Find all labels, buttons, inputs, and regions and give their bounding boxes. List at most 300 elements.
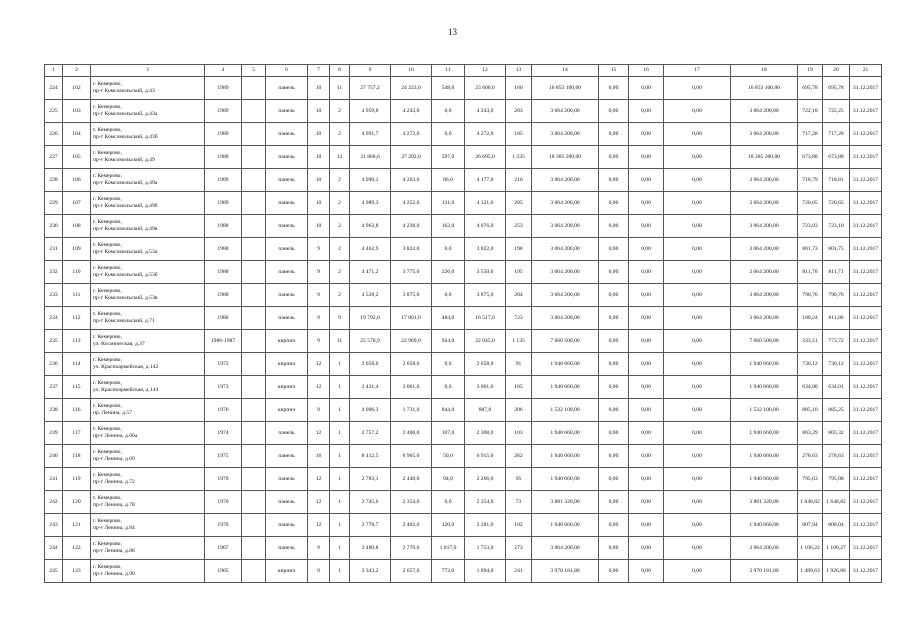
limit-cost-per-sqm: 1 106,27	[823, 537, 850, 560]
cost-per-sqm: 634,00	[798, 376, 823, 399]
private-area: 23 606,0	[465, 77, 506, 100]
address-city: г. Кемерово,	[93, 564, 122, 571]
living-area: 2 658,0	[391, 353, 432, 376]
cost-per-sqm: 885,10	[798, 399, 823, 422]
living-area: 22 969,0	[391, 330, 432, 353]
row-index: 245	[45, 560, 63, 583]
regional-fund: 0,00	[599, 537, 629, 560]
limit-cost-per-sqm: 811,71	[823, 261, 850, 284]
entrances: 1	[330, 376, 350, 399]
local-fund: 0,00	[629, 238, 664, 261]
building-id: 123	[63, 560, 91, 583]
floors: 9	[308, 330, 330, 353]
owners-fund: 0,00	[664, 537, 731, 560]
local-fund: 0,00	[629, 330, 664, 353]
living-area: 2 440,0	[391, 468, 432, 491]
owners-fund: 0,00	[664, 468, 731, 491]
limit-cost-per-sqm: 723,10	[823, 215, 850, 238]
row-index: 243	[45, 514, 63, 537]
local-fund: 0,00	[629, 284, 664, 307]
total-area: 27 757,2	[350, 77, 391, 100]
address	[91, 399, 205, 422]
estimated-cost: 3 064 200,00	[532, 238, 599, 261]
residents: 205	[506, 192, 532, 215]
empty-cell	[242, 445, 266, 468]
living-area: 24 223,0	[391, 77, 432, 100]
deadline-date: 31.12.2017	[850, 445, 882, 468]
local-fund: 0,00	[629, 307, 664, 330]
owners-fund: 0,00	[664, 146, 731, 169]
deadline-date: 31.12.2017	[850, 100, 882, 123]
build-year: 1988	[205, 261, 242, 284]
deadline-date: 31.12.2017	[850, 169, 882, 192]
estimated-cost: 1 940 660,00	[532, 376, 599, 399]
deadline-date: 31.12.2017	[850, 215, 882, 238]
address-street: пр-т Комсомольский, д.49а	[93, 180, 158, 186]
residents: 273	[506, 537, 532, 560]
total-area: 3 431,4	[350, 376, 391, 399]
local-fund: 0,00	[629, 353, 664, 376]
building-id: 122	[63, 537, 91, 560]
address-street: пр-т Комсомольский, д.53б	[93, 272, 158, 278]
limit-cost-per-sqm: 695,78	[823, 77, 850, 100]
estimated-cost: 1 940 660,00	[532, 422, 599, 445]
build-year: 1975	[205, 445, 242, 468]
address-street: пр-т Комсомольский, д.49	[93, 157, 155, 163]
private-area: 4 076,0	[465, 215, 506, 238]
floors: 12	[308, 491, 330, 514]
total-area: 31 860,6	[350, 146, 391, 169]
private-area: 4 272,0	[465, 123, 506, 146]
building-id: 121	[63, 514, 91, 537]
build-year: 1989	[205, 169, 242, 192]
floors: 12	[308, 353, 330, 376]
living-area: 27 292,0	[391, 146, 432, 169]
estimated-cost: 1 940 660,00	[532, 514, 599, 537]
table-row	[45, 169, 882, 192]
entrances: 2	[330, 215, 350, 238]
building-id: 108	[63, 215, 91, 238]
column-number-header: 19	[798, 65, 823, 77]
total-cost: 1 940 660,00	[731, 514, 798, 537]
table-row	[45, 468, 882, 491]
wall-material: кирпич	[266, 560, 308, 583]
table-row	[45, 238, 882, 261]
limit-cost-per-sqm: 795,08	[823, 468, 850, 491]
row-index: 224	[45, 77, 63, 100]
address-street: пр-т Комсомольский, д.71	[93, 318, 155, 324]
floors: 12	[308, 468, 330, 491]
page-number: 13	[448, 27, 457, 37]
address-street: ул. Красноармейская, д.144	[93, 387, 159, 393]
regional-fund: 0,00	[599, 192, 629, 215]
limit-cost-per-sqm: 773,72	[823, 330, 850, 353]
cost-per-sqm: 795,63	[798, 468, 823, 491]
owners-fund: 0,00	[664, 192, 731, 215]
owners-fund: 0,00	[664, 376, 731, 399]
floors: 10	[308, 215, 330, 238]
estimated-cost: 3 064 200,00	[532, 123, 599, 146]
living-area: 2 770,0	[391, 537, 432, 560]
estimated-cost: 3 064 200,00	[532, 215, 599, 238]
column-number-header: 15	[599, 65, 629, 77]
table-row	[45, 422, 882, 445]
limit-cost-per-sqm: 278,63	[823, 445, 850, 468]
row-index: 234	[45, 307, 63, 330]
address-street: пр-т Ленина, д.66а	[93, 433, 138, 439]
total-area: 19 792,0	[350, 307, 391, 330]
non-living-area: 86,0	[432, 169, 465, 192]
row-index: 237	[45, 376, 63, 399]
wall-material: кирпич	[266, 330, 308, 353]
limit-cost-per-sqm: 730,12	[823, 353, 850, 376]
wall-material: панель	[266, 192, 308, 215]
regional-fund: 0,00	[599, 376, 629, 399]
empty-cell	[242, 238, 266, 261]
address	[91, 514, 205, 537]
entrances: 2	[330, 192, 350, 215]
cost-per-sqm: 180,24	[798, 307, 823, 330]
table-header-row	[45, 65, 882, 77]
empty-cell	[242, 376, 266, 399]
regional-fund: 0,00	[599, 330, 629, 353]
row-index: 244	[45, 537, 63, 560]
building-id: 110	[63, 261, 91, 284]
deadline-date: 31.12.2017	[850, 376, 882, 399]
address-city: г. Кемерово,	[93, 288, 122, 295]
local-fund: 0,00	[629, 261, 664, 284]
local-fund: 0,00	[629, 491, 664, 514]
owners-fund: 0,00	[664, 123, 731, 146]
non-living-area: 0,0	[432, 100, 465, 123]
cost-per-sqm: 722,18	[798, 100, 823, 123]
deadline-date: 31.12.2017	[850, 238, 882, 261]
wall-material: панель	[266, 169, 308, 192]
building-id: 102	[63, 77, 91, 100]
address-street: ул. Красноармейская, д.142	[93, 364, 159, 370]
deadline-date: 31.12.2017	[850, 261, 882, 284]
estimated-cost: 3 064 200,00	[532, 284, 599, 307]
wall-material: панель	[266, 100, 308, 123]
column-number-header: 20	[823, 65, 850, 77]
local-fund: 0,00	[629, 537, 664, 560]
column-number-header: 9	[350, 65, 391, 77]
total-area: 4 991,7	[350, 123, 391, 146]
total-cost: 3 881 320,00	[731, 491, 798, 514]
row-index: 231	[45, 238, 63, 261]
non-living-area: 924,0	[432, 330, 465, 353]
address-street: пр-т Комсомольский, д.43	[93, 88, 155, 94]
build-year: 1973	[205, 353, 242, 376]
address	[91, 560, 205, 583]
entrances: 1	[330, 445, 350, 468]
address	[91, 146, 205, 169]
entrances: 2	[330, 123, 350, 146]
entrances: 1	[330, 514, 350, 537]
floors: 9	[308, 307, 330, 330]
empty-cell	[242, 192, 266, 215]
table-row	[45, 77, 882, 100]
living-area: 17 001,0	[391, 307, 432, 330]
address	[91, 123, 205, 146]
column-number-header: 5	[242, 65, 266, 77]
table-row	[45, 537, 882, 560]
regional-fund: 0,00	[599, 491, 629, 514]
empty-cell	[242, 123, 266, 146]
local-fund: 0,00	[629, 123, 664, 146]
regional-fund: 0,00	[599, 422, 629, 445]
wall-material: панель	[266, 284, 308, 307]
entrances: 12	[330, 146, 350, 169]
address-street: пр. Ленина, д.57	[93, 410, 132, 416]
table-row	[45, 307, 882, 330]
address-street: пр-т Комсомольский, д.43а	[93, 111, 158, 117]
estimated-cost: 1 940 660,00	[532, 353, 599, 376]
owners-fund: 0,00	[664, 215, 731, 238]
address-city: г. Кемерово,	[93, 150, 122, 157]
residents: 102	[506, 514, 532, 537]
column-number-header: 12	[465, 65, 506, 77]
local-fund: 0,00	[629, 169, 664, 192]
non-living-area: 0,0	[432, 491, 465, 514]
local-fund: 0,00	[629, 146, 664, 169]
build-year: 1965	[205, 560, 242, 583]
address-street: ул. Космическая, д.37	[93, 341, 145, 347]
cost-per-sqm: 718,79	[798, 169, 823, 192]
residents: 185	[506, 123, 532, 146]
row-index: 236	[45, 353, 63, 376]
non-living-area: 226,0	[432, 261, 465, 284]
address	[91, 169, 205, 192]
total-cost: 3 064 200,00	[731, 537, 798, 560]
residents: 195	[506, 261, 532, 284]
empty-cell	[242, 284, 266, 307]
private-area: 2 658,0	[465, 353, 506, 376]
address-city: г. Кемерово,	[93, 196, 122, 203]
column-number-header: 14	[532, 65, 599, 77]
build-year: 1989	[205, 100, 242, 123]
wall-material: панель	[266, 422, 308, 445]
table-row	[45, 491, 882, 514]
address	[91, 376, 205, 399]
estimated-cost: 3 064 200,00	[532, 169, 599, 192]
table-row	[45, 514, 882, 537]
column-number-header: 3	[91, 65, 205, 77]
address-city: г. Кемерово,	[93, 426, 122, 433]
private-area: 2 354,0	[465, 491, 506, 514]
entrances: 1	[330, 491, 350, 514]
owners-fund: 0,00	[664, 100, 731, 123]
residents: 91	[506, 353, 532, 376]
empty-cell	[242, 399, 266, 422]
empty-cell	[242, 514, 266, 537]
build-year: 1974	[205, 422, 242, 445]
estimated-cost: 16 853 100,00	[532, 77, 599, 100]
address-city: г. Кемерово,	[93, 518, 122, 525]
residents: 723	[506, 307, 532, 330]
build-year: 1986-1987	[205, 330, 242, 353]
estimated-cost: 3 064 200,00	[532, 192, 599, 215]
wall-material: панель	[266, 307, 308, 330]
total-area: 3 343,2	[350, 560, 391, 583]
cost-per-sqm: 1 489,63	[798, 560, 823, 583]
deadline-date: 31.12.2017	[850, 514, 882, 537]
column-number-header: 16	[629, 65, 664, 77]
table-row	[45, 284, 882, 307]
address-city: г. Кемерово,	[93, 219, 122, 226]
column-number-header: 7	[308, 65, 330, 77]
address	[91, 100, 205, 123]
total-cost: 3 064 200,00	[731, 215, 798, 238]
owners-fund: 0,00	[664, 560, 731, 583]
address-street: пр-т Ленина, д.72	[93, 479, 135, 485]
deadline-date: 31.12.2017	[850, 307, 882, 330]
owners-fund: 0,00	[664, 491, 731, 514]
address	[91, 284, 205, 307]
residents: 216	[506, 169, 532, 192]
address	[91, 77, 205, 100]
entrances: 2	[330, 100, 350, 123]
entrances: 9	[330, 307, 350, 330]
address-city: г. Кемерово,	[93, 449, 122, 456]
table-row	[45, 353, 882, 376]
living-area: 3 822,0	[391, 238, 432, 261]
local-fund: 0,00	[629, 514, 664, 537]
entrances: 1	[330, 399, 350, 422]
building-id: 113	[63, 330, 91, 353]
entrances: 1	[330, 537, 350, 560]
entrances: 11	[330, 77, 350, 100]
row-index: 233	[45, 284, 63, 307]
total-area: 4 990,1	[350, 169, 391, 192]
column-number-header: 10	[391, 65, 432, 77]
residents: 95	[506, 468, 532, 491]
cost-per-sqm: 730,12	[798, 353, 823, 376]
address	[91, 238, 205, 261]
total-area: 4 989,3	[350, 192, 391, 215]
living-area: 4 243,0	[391, 100, 432, 123]
floors: 9	[308, 399, 330, 422]
private-area: 3 550,0	[465, 261, 506, 284]
total-cost: 1 940 660,00	[731, 422, 798, 445]
regional-fund: 0,00	[599, 353, 629, 376]
address	[91, 422, 205, 445]
cost-per-sqm: 720,65	[798, 192, 823, 215]
estimated-cost: 3 064 200,00	[532, 537, 599, 560]
row-index: 239	[45, 422, 63, 445]
address	[91, 353, 205, 376]
estimated-cost: 18 385 200,00	[532, 146, 599, 169]
non-living-area: 844,0	[432, 399, 465, 422]
column-number-header: 2	[63, 65, 91, 77]
table-row	[45, 376, 882, 399]
deadline-date: 31.12.2017	[850, 330, 882, 353]
private-area: 6 915,0	[465, 445, 506, 468]
total-cost: 3 064 200,00	[731, 169, 798, 192]
floors: 10	[308, 100, 330, 123]
entrances: 1	[330, 560, 350, 583]
private-area: 16 517,0	[465, 307, 506, 330]
building-id: 120	[63, 491, 91, 514]
address-city: г. Кемерово,	[93, 380, 122, 387]
cost-per-sqm: 695,78	[798, 77, 823, 100]
non-living-area: 0,0	[432, 353, 465, 376]
limit-cost-per-sqm: 790,76	[823, 284, 850, 307]
building-id: 111	[63, 284, 91, 307]
non-living-area: 131,0	[432, 192, 465, 215]
non-living-area: 94,0	[432, 468, 465, 491]
residents: 203	[506, 100, 532, 123]
address-street: пр-т Ленина, д.78	[93, 502, 135, 508]
non-living-area: 120,0	[432, 514, 465, 537]
floors: 9	[308, 560, 330, 583]
table-row	[45, 100, 882, 123]
build-year: 1988	[205, 284, 242, 307]
deadline-date: 31.12.2017	[850, 192, 882, 215]
non-living-area: 1 017,0	[432, 537, 465, 560]
total-cost: 3 064 200,00	[731, 284, 798, 307]
estimated-cost: 3 064 200,00	[532, 261, 599, 284]
empty-cell	[242, 422, 266, 445]
deadline-date: 31.12.2017	[850, 353, 882, 376]
floors: 9	[308, 537, 330, 560]
estimated-cost: 3 064 200,00	[532, 100, 599, 123]
row-index: 240	[45, 445, 63, 468]
empty-cell	[242, 100, 266, 123]
deadline-date: 31.12.2017	[850, 284, 882, 307]
table-row	[45, 399, 882, 422]
empty-cell	[242, 77, 266, 100]
total-area: 2 745,6	[350, 491, 391, 514]
total-cost: 3 064 200,00	[731, 192, 798, 215]
address	[91, 491, 205, 514]
floors: 9	[308, 261, 330, 284]
building-id: 105	[63, 146, 91, 169]
address	[91, 537, 205, 560]
owners-fund: 0,00	[664, 77, 731, 100]
deadline-date: 31.12.2017	[850, 491, 882, 514]
build-year: 1988	[205, 307, 242, 330]
total-cost: 16 853 100,00	[731, 77, 798, 100]
total-cost: 3 064 200,00	[731, 238, 798, 261]
wall-material: панель	[266, 468, 308, 491]
floors: 9	[308, 238, 330, 261]
estimated-cost: 1 940 660,00	[532, 445, 599, 468]
floors: 10	[308, 123, 330, 146]
column-number-header: 21	[850, 65, 882, 77]
limit-cost-per-sqm: 718,81	[823, 169, 850, 192]
building-id: 118	[63, 445, 91, 468]
building-id: 106	[63, 169, 91, 192]
column-number-header: 17	[664, 65, 731, 77]
address-city: г. Кемерово,	[93, 541, 122, 548]
address	[91, 445, 205, 468]
cost-per-sqm: 717,28	[798, 123, 823, 146]
entrances: 1	[330, 468, 350, 491]
address-street: пр-т Ленина, д.84	[93, 525, 135, 531]
row-index: 232	[45, 261, 63, 284]
address-street: пр-т Комсомольский, д.43б	[93, 134, 158, 140]
limit-cost-per-sqm: 801,75	[823, 238, 850, 261]
floors: 12	[308, 514, 330, 537]
build-year: 1976	[205, 399, 242, 422]
local-fund: 0,00	[629, 192, 664, 215]
table-row	[45, 215, 882, 238]
owners-fund: 0,00	[664, 330, 731, 353]
empty-cell	[242, 560, 266, 583]
floors: 10	[308, 192, 330, 215]
estimated-cost: 7 660 500,00	[532, 330, 599, 353]
